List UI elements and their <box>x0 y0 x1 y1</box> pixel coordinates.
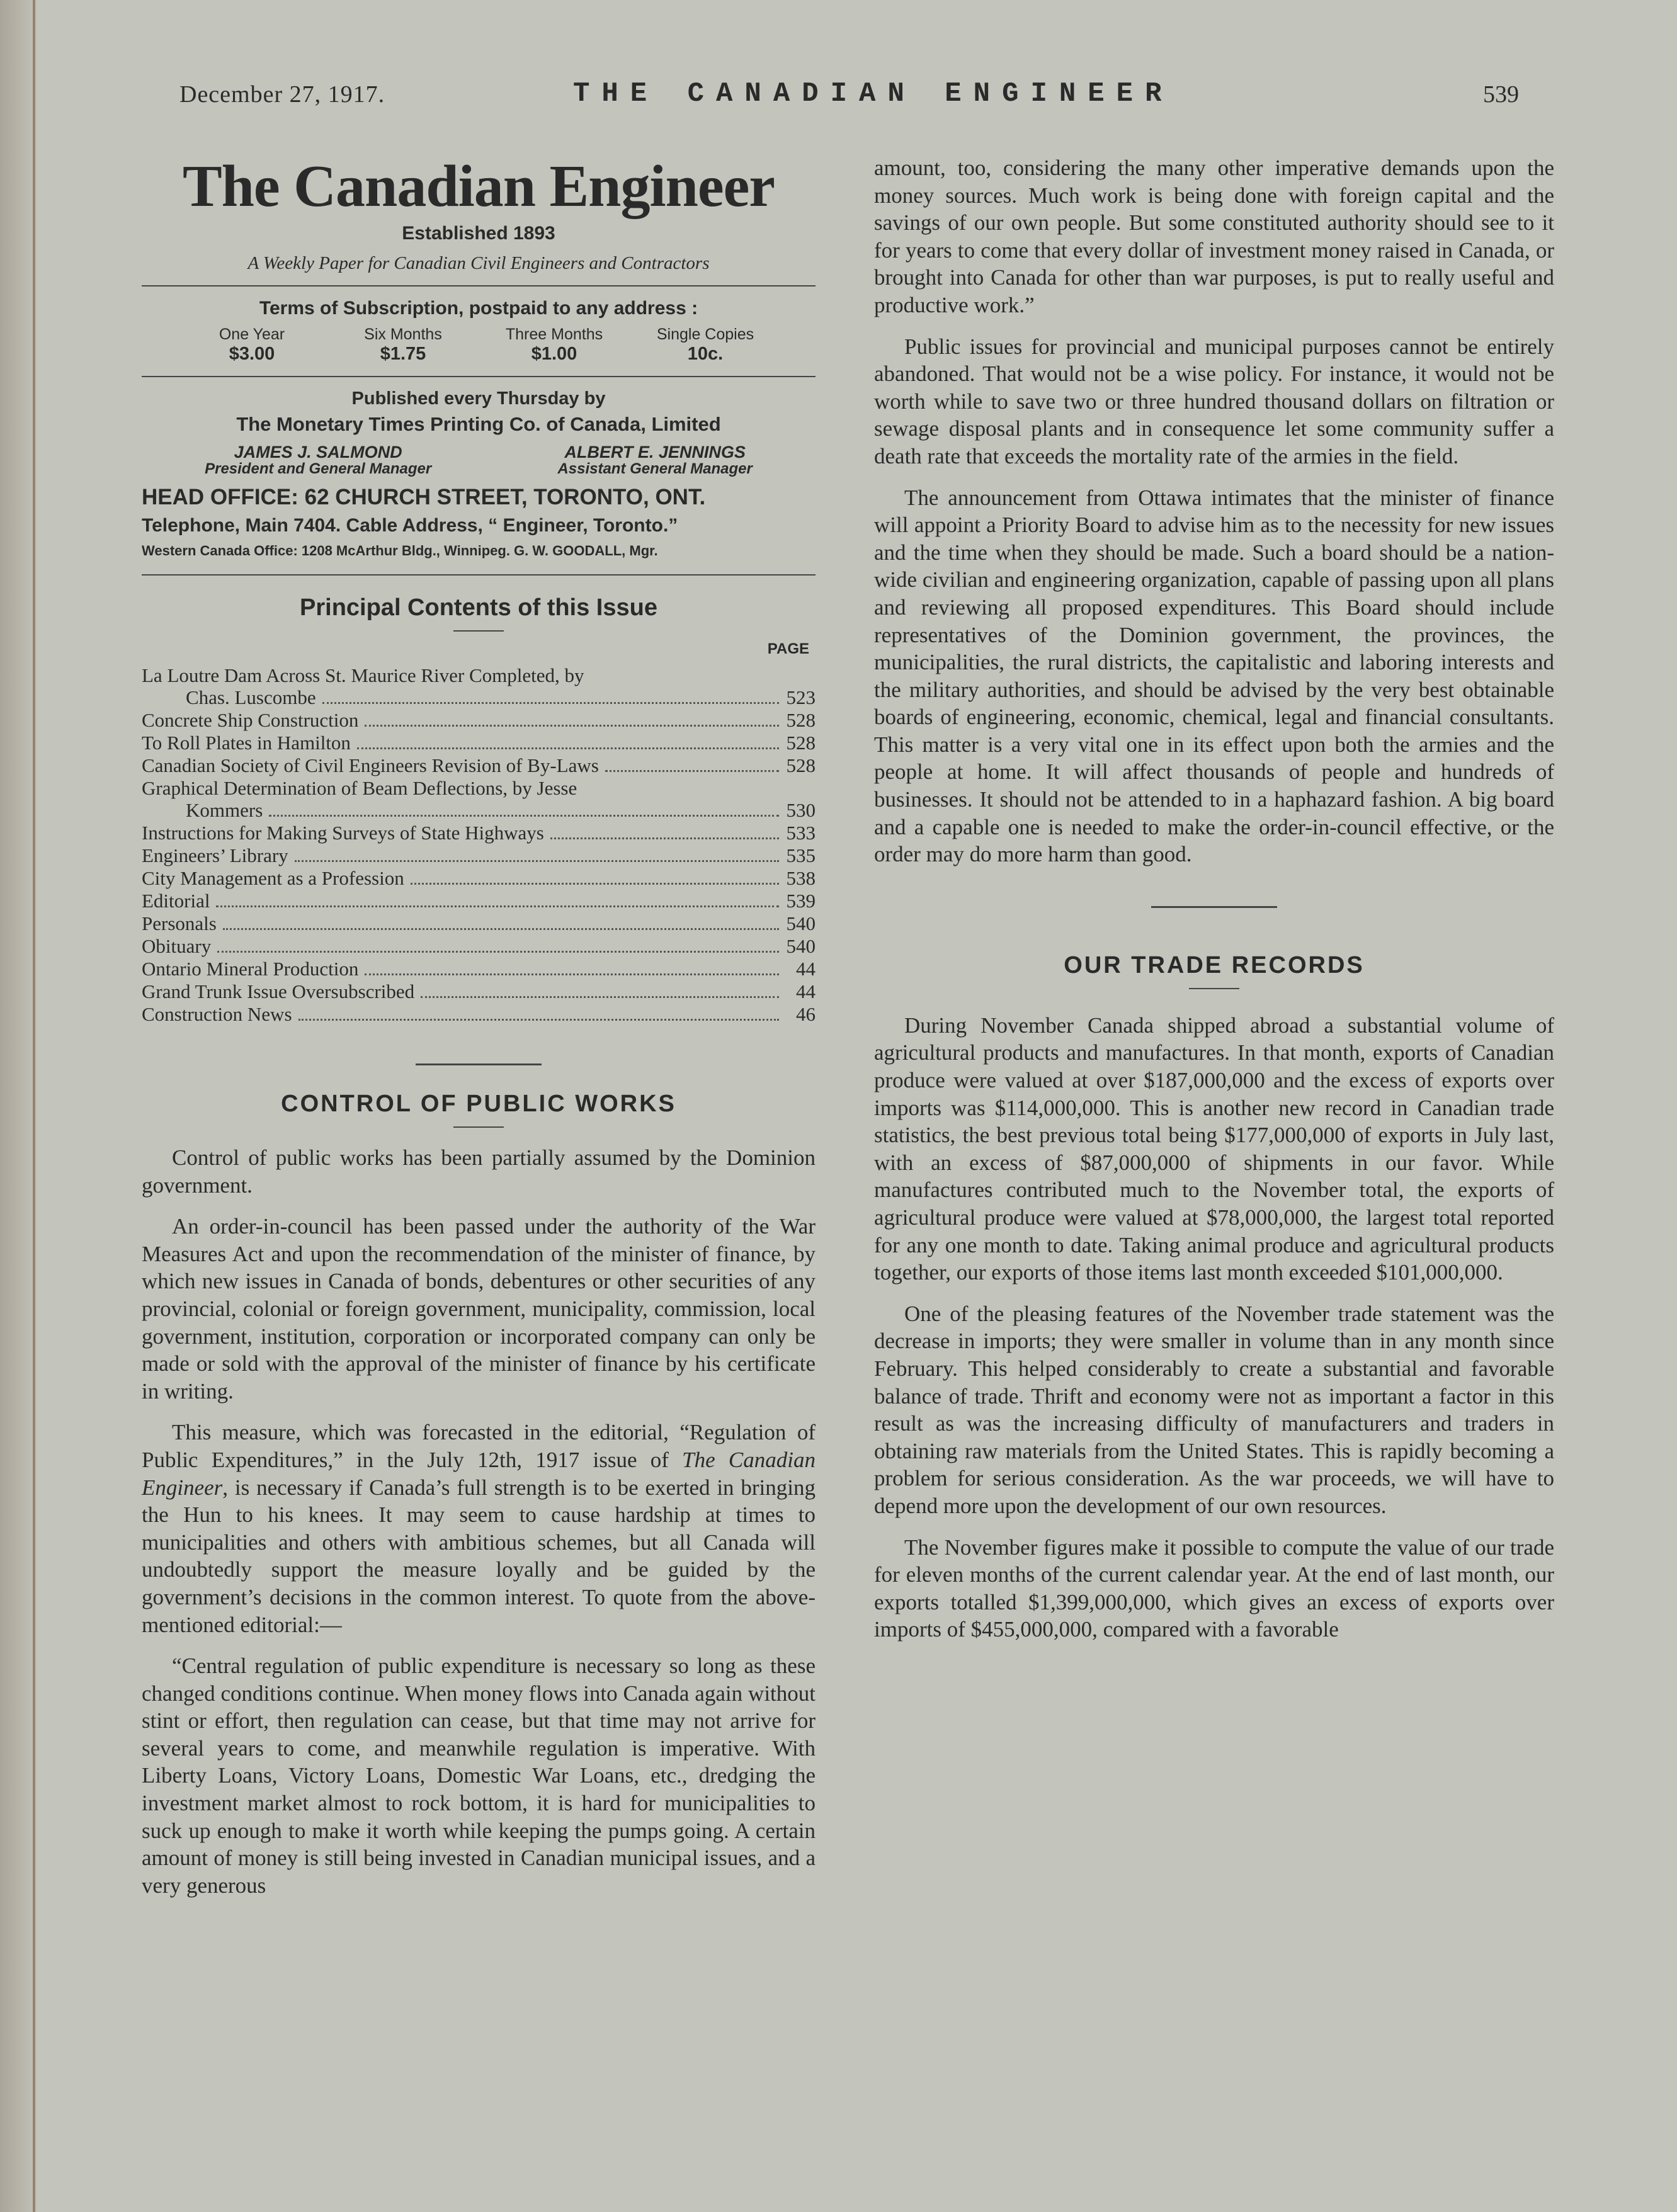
paragraph: The announcement from Ottawa intimates that the minister of finance will appoint a Priority Board to advise him as to the necessity for new issues and the time when they should be made. Such a board should be a nation-wide civilian and engineering organization, capable of passing upon all plans and reviewing all proposed expenditures. This Board should include representatives of the Dominion government, the provinces, the municipalities, the rural districts, the capitalistic and laboring interests and the military authorities, and should be advised by the very best obtainable boards of engineering, economic, chemical, legal and financial consultants. This matter is a very vital one in its effect upon both the armies and the people at home. It will affect thousands of people and hundreds of businesses. It should not be attended to in a haphazard fashion. A big board and a capable one is needed to make the order-in-council effective, or the order may do more harm than good. <box>874 485 1554 867</box>
toc-leader-dots <box>365 973 779 975</box>
toc-entry-lead: Graphical Determination of Beam Deflections, by Jesse <box>142 777 577 799</box>
publisher-line: Published every Thursday by <box>351 389 606 409</box>
toc-entry <box>142 732 816 754</box>
toc-entry-title: Kommers <box>186 799 263 821</box>
subscription-rate-price: $1.00 <box>531 344 577 364</box>
divider <box>142 285 816 286</box>
contents-page-heading: PAGE <box>767 640 809 657</box>
paragraph: An order-in-council has been passed under the authority of the War Measures Act and upon the recommendation of the minister of finance, by which new issues in Canada of bonds, debentures or other securities of any provincial, colonial or foreign government, municipality, commission, local government, institution, corporation or incorporated company can only be made or sold with the approval of the minister of finance by his certificate in writing. <box>142 1214 816 1404</box>
paragraph: One of the pleasing features of the November trade statement was the decrease in imports; they were smaller in volume than in any month since February. This helped considerably to create a substantial and favorable balance of trade. Thrift and economy were not as important a factor in this result as was the increasing difficulty of manufacturers and traders in obtaining raw materials from the United States. This is rapidly becoming a problem for serious consideration. As the war proceeds, we will have to depend more upon the development of our own resources. <box>874 1301 1554 1518</box>
toc-entry-title: Instructions for Making Surveys of State Highways <box>142 822 544 844</box>
toc-leader-dots <box>357 747 779 749</box>
subscription-rate-price: $1.75 <box>380 344 426 364</box>
toc-leader-dots <box>605 770 779 772</box>
toc-entry <box>142 912 816 935</box>
toc-entry <box>142 686 816 709</box>
section-divider <box>1151 906 1277 908</box>
journal-title-italic: The Canadian Engineer <box>142 1447 816 1500</box>
toc-entry-page: 539 <box>786 890 816 912</box>
western-office: Western Canada Office: 1208 McArthur Bldg., Winnipeg. G. W. GOODALL, Mgr. <box>142 543 658 559</box>
subscription-rate-label: Three Months <box>505 326 603 343</box>
subscription-rates <box>142 326 816 365</box>
paragraph: “Central regulation of public expenditure is necessary so long as these changed conditions continue. When money flows into Canada again without stint or effort, then regulation can cease, but that time may not arrive for several years to come, and meanwhile regulation is imperative. With Liberty Loans, Victory Loans, Domestic War Loans, etc., dredging the investment market almost to rock bottom, it is hard for municipalities to suck up enough to make it worth while keeping the pumps going. A certain amount of money is still being invested in Canadian municipal issues, and a very generous <box>142 1653 816 1898</box>
officer <box>205 443 431 477</box>
subscription-rate <box>479 326 630 365</box>
toc-entry-title: Grand Trunk Issue Oversubscribed <box>142 980 415 1002</box>
toc-entry <box>142 958 816 980</box>
article-body-right <box>874 154 1554 868</box>
masthead-tagline: A Weekly Paper for Canadian Civil Engineers and Contractors <box>247 253 710 273</box>
contents-title: Principal Contents of this Issue <box>300 594 657 621</box>
divider <box>142 574 816 576</box>
toc-entry <box>142 799 816 822</box>
toc-leader-dots <box>298 1019 779 1021</box>
toc-leader-dots <box>217 951 779 953</box>
toc-entry <box>142 709 816 732</box>
toc-entry-page: 523 <box>786 686 816 708</box>
toc-entry-page: 528 <box>786 732 816 754</box>
toc-entry-page: 540 <box>786 912 816 934</box>
toc-entry-page: 540 <box>786 935 816 957</box>
subscription-rate-label: Six Months <box>364 326 442 343</box>
head-office-address: HEAD OFFICE: 62 CHURCH STREET, TORONTO, ONT. <box>142 485 706 509</box>
toc-entry <box>142 1003 816 1026</box>
paragraph: Public issues for provincial and municipal purposes cannot be entirely abandoned. That would not be a wise policy. For instance, it would not be worth while to save two or three hundred thousand dollars on filtration or sewage disposal plants and in consequence let some community suffer a death rate that exceeds the mortality rate of the armies in the field. <box>874 334 1554 468</box>
toc-entry-page: 538 <box>786 867 816 889</box>
header-page-number: 539 <box>1483 81 1519 108</box>
paragraph-text: This measure, which was forecasted in the editorial, “Regulation of Public Expenditures,” in the July 12th, 1917 issue of <box>142 1420 816 1472</box>
subscription-rate <box>176 326 327 365</box>
toc-entry-page: 530 <box>786 799 816 821</box>
toc-entry-page: 535 <box>786 844 816 866</box>
header-date: December 27, 1917. <box>179 81 385 108</box>
toc-entry-title: Engineers’ Library <box>142 844 288 866</box>
toc-entry <box>142 867 816 890</box>
subscription-title: Terms of Subscription, postpaid to any address : <box>259 298 698 319</box>
paragraph: The November figures make it possible to compute the value of our trade for eleven months of the current calendar year. At the end of last month, our exports totalled $1,399,000,000, which gives an excess of exports over imports of $455,000,000, compared with a favorable <box>874 1534 1554 1642</box>
table-of-contents <box>142 664 816 1026</box>
paragraph-text: , is necessary if Canada’s full strength is to be exerted in bringing the Hun to his knees. It may seem to cause hardship at times to municipalities and others with ambitious schemes, but all Canada will undoubtedly support the measure loyally and be guided by the government’s decisions in the common interest. To quote from the above-mentioned editorial:— <box>142 1475 816 1637</box>
toc-entry-title: Chas. Luscombe <box>186 686 316 708</box>
subscription-rate <box>630 326 781 365</box>
officers <box>142 443 816 477</box>
left-column <box>142 151 816 1913</box>
toc-entry-page: 44 <box>796 980 816 1002</box>
masthead-established: Established 1893 <box>402 223 555 244</box>
toc-leader-dots <box>411 883 779 885</box>
toc-leader-dots <box>365 725 779 727</box>
telephone-line: Telephone, Main 7404. Cable Address, “ Engineer, Toronto.” <box>142 515 678 536</box>
article-body-left <box>142 1144 816 1899</box>
toc-entry-title: Ontario Mineral Production <box>142 958 359 980</box>
toc-entry-page: 528 <box>786 709 816 731</box>
masthead-name: The Canadian Engineer <box>182 154 775 219</box>
toc-entry <box>142 980 816 1003</box>
subscription-rate-label: One Year <box>219 326 285 343</box>
officer-role: Assistant General Manager <box>557 460 753 477</box>
toc-entry-title: Editorial <box>142 890 210 912</box>
toc-entry-title: Personals <box>142 912 217 934</box>
toc-entry-title: Canadian Society of Civil Engineers Revision of By-Laws <box>142 754 599 776</box>
section-title-trade-records: OUR TRADE RECORDS <box>1064 951 1365 978</box>
officer-role: President and General Manager <box>205 460 432 477</box>
masthead <box>142 151 816 274</box>
toc-leader-dots <box>322 702 779 704</box>
paragraph: amount, too, considering the many other imperative demands upon the money sources. Much work is being done with foreign capital and the savings of our own people. But some constituted authority should see to it for years to come that every dollar of investment money raised in Canada, or brought into Canada for other than war purposes, is put to really useful and productive work.” <box>874 156 1554 317</box>
toc-leader-dots <box>269 815 779 817</box>
toc-leader-dots <box>550 837 779 839</box>
short-divider <box>1189 988 1239 989</box>
short-divider <box>453 1126 504 1128</box>
officer <box>557 443 752 477</box>
toc-entry-page: 46 <box>796 1003 816 1025</box>
toc-entry-page: 528 <box>786 754 816 776</box>
toc-entry-page: 44 <box>796 958 816 980</box>
binding-stitch-line <box>33 0 35 2212</box>
toc-entry-title: Concrete Ship Construction <box>142 709 359 731</box>
toc-entry <box>142 890 816 912</box>
article-body-trade <box>874 1012 1554 1643</box>
short-divider <box>453 630 504 632</box>
paragraph: Control of public works has been partially assumed by the Dominion government. <box>142 1145 816 1198</box>
toc-entry-title: Obituary <box>142 935 212 957</box>
section-divider <box>416 1063 542 1065</box>
header-journal-title: THE CANADIAN ENGINEER <box>573 78 1174 110</box>
paragraph <box>142 1419 816 1638</box>
toc-entry-title: City Management as a Profession <box>142 867 404 889</box>
toc-entry <box>142 822 816 844</box>
toc-entry-page: 533 <box>786 822 816 844</box>
officer-name: ALBERT E. JENNINGS <box>564 443 746 462</box>
right-column <box>874 154 1554 1657</box>
subscription-rate-price: 10c. <box>687 344 724 364</box>
paragraph: During November Canada shipped abroad a substantial volume of agricultural products and manufactures. In that month, exports of Canadian produce were valued at over $187,000,000 and the excess of exports over imports was $114,000,000. This is another new record in Canadian trade statistics, the best previous total being $177,000,000 of exports in July last, with an excess of $87,000,000 of shipments in our favor. While manufactures contributed much to the November total, the exports of agricultural produce were valued at $78,000,000, the largest total reported for any one month to date. Taking animal produce and agricultural products together, our exports of those items last month exceeded $101,000,000. <box>874 1012 1554 1285</box>
toc-leader-dots <box>216 905 779 907</box>
toc-entry <box>142 754 816 777</box>
toc-entry-title: Construction News <box>142 1003 292 1025</box>
publisher-company: The Monetary Times Printing Co. of Canada, Limited <box>236 413 721 435</box>
toc-entry <box>142 935 816 958</box>
subscription-rate <box>327 326 479 365</box>
section-title-control-public-works: CONTROL OF PUBLIC WORKS <box>281 1091 676 1117</box>
toc-leader-dots <box>295 860 779 862</box>
toc-entry-title: To Roll Plates in Hamilton <box>142 732 351 754</box>
toc-leader-dots <box>421 996 779 998</box>
toc-leader-dots <box>223 928 779 930</box>
toc-entry <box>142 844 816 867</box>
toc-entry-lead: La Loutre Dam Across St. Maurice River Completed, by <box>142 664 584 686</box>
officer-name: JAMES J. SALMOND <box>234 443 402 462</box>
subscription-rate-label: Single Copies <box>656 326 754 343</box>
divider <box>142 376 816 377</box>
subscription-rate-price: $3.00 <box>229 344 275 364</box>
